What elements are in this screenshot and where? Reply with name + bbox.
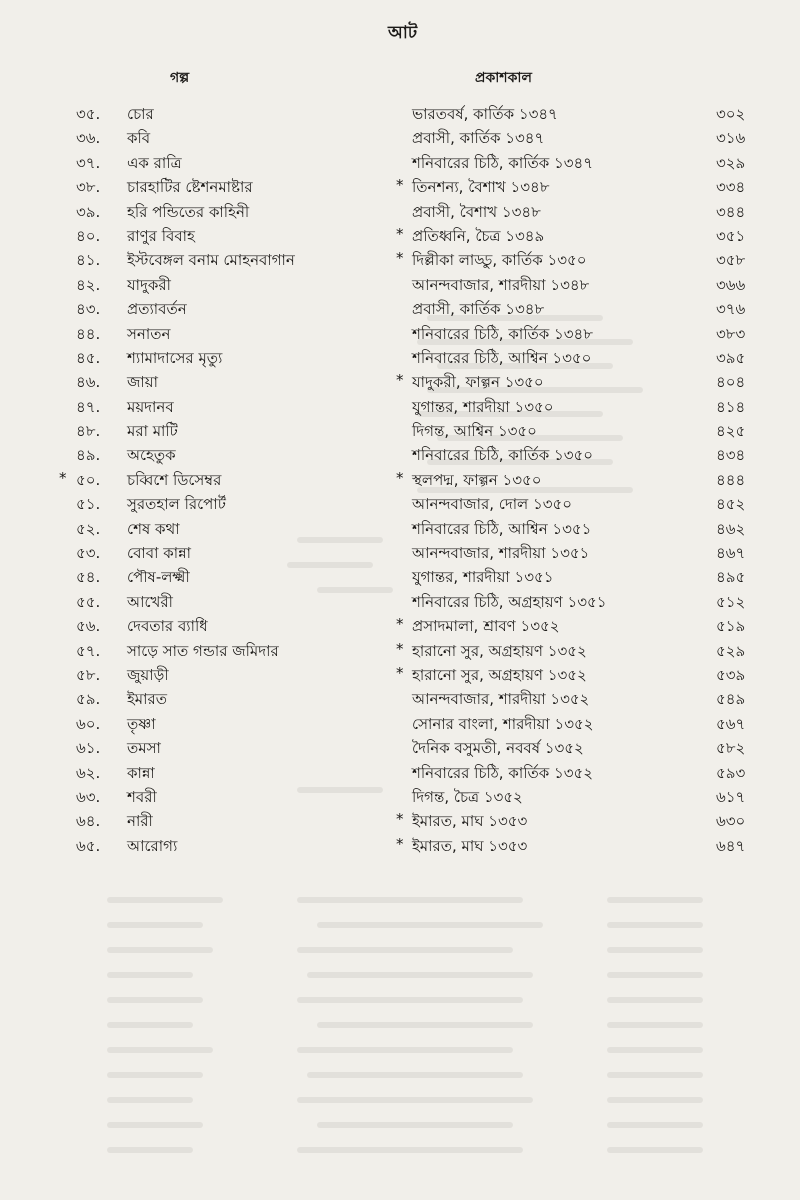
list-item — [0, 493, 800, 517]
entry-number: ৬০. — [76, 714, 101, 733]
page-number: ৫৬৭ — [716, 714, 746, 733]
list-item — [0, 249, 800, 273]
entry-number: ৪৩. — [76, 300, 101, 319]
story-title: শ্যামাদাসের মৃত্যু — [127, 348, 223, 367]
entry-number: ৪২. — [76, 275, 101, 294]
publication-info: তিনশন্য, বৈশাখ ১৩৪৮ — [412, 178, 550, 197]
publication-info: শনিবারের চিঠি, কার্তিক ১৩৪৮ — [412, 324, 593, 343]
story-title: তৃষ্ণা — [127, 714, 156, 733]
list-item — [0, 737, 800, 761]
publication-info: আনন্দবাজার, শারদীয়া ১৩৪৮ — [412, 275, 590, 294]
entry-number: ৩৬. — [76, 129, 101, 148]
entry-number: ৬২. — [76, 763, 101, 782]
entry-number: ৫৪. — [76, 568, 101, 587]
publication-info: হারানো সুর, অগ্রহায়ণ ১৩৫২ — [412, 641, 587, 660]
list-item — [0, 664, 800, 688]
publication-star-mark: * — [396, 663, 404, 682]
page-number: ৩৮৩ — [716, 324, 746, 343]
publication-info: যাদুকরী, ফাল্গন ১৩৫০ — [412, 373, 544, 392]
page-number: ৩৫৮ — [716, 251, 746, 270]
page-number: ৫৩৯ — [716, 665, 746, 684]
story-title: রাণুর বিবাহ — [127, 226, 195, 245]
story-title: অহেতুক — [127, 446, 176, 465]
story-title: চোর — [127, 105, 154, 123]
list-item — [0, 469, 800, 493]
list-item — [0, 225, 800, 249]
contents-list — [0, 103, 800, 859]
story-title: শেষ কথা — [127, 519, 180, 538]
list-item — [0, 615, 800, 639]
page-number: ৩৩৪ — [716, 178, 746, 197]
page-number: ৪৬২ — [716, 519, 746, 538]
page-number: ৩২৯ — [716, 153, 746, 172]
publication-info: শনিবারের চিঠি, কার্তিক ১৩৫২ — [412, 763, 593, 782]
entry-number: ৪৫. — [76, 348, 101, 367]
publication-info: শনিবারের চিঠি, অগ্রহায়ণ ১৩৫১ — [412, 592, 607, 611]
story-title: জুয়াড়ী — [127, 665, 169, 684]
entry-number: ৩৯. — [76, 202, 101, 221]
entry-number: ৫৮. — [76, 665, 101, 684]
entry-number: ৪১. — [76, 251, 101, 270]
story-title: সাড়ে সাত গন্ডার জমিদার — [127, 641, 279, 660]
list-item — [0, 786, 800, 810]
page-number: ৩৯৫ — [716, 348, 746, 367]
entry-number: ৪৮. — [76, 422, 101, 441]
story-title: হরি পন্ডিতের কাহিনী — [127, 202, 250, 221]
publication-info: যুগান্তর, শারদীয়া ১৩৫০ — [412, 397, 554, 416]
page-number: ৩৬৬ — [716, 275, 746, 294]
publication-info: স্থলপদ্ম, ফাল্গন ১৩৫০ — [412, 470, 542, 489]
page-number: ৪১৪ — [716, 397, 746, 416]
page-number: ৩৭৬ — [716, 300, 746, 319]
publication-star-mark: * — [396, 810, 404, 829]
publication-info: যুগান্তর, শারদীয়া ১৩৫১ — [412, 568, 554, 587]
publication-star-mark: * — [396, 249, 404, 268]
story-title: কবি — [127, 129, 151, 148]
page-number: ৩০২ — [716, 105, 746, 123]
page-title: আট — [388, 23, 418, 43]
story-title: ইস্টবেঙ্গল বনাম মোহনবাগান — [127, 251, 295, 270]
story-title: যাদুকরী — [127, 275, 171, 294]
list-item — [0, 640, 800, 664]
list-item — [0, 396, 800, 420]
entry-number: ৫৯. — [76, 690, 101, 709]
list-item — [0, 347, 800, 371]
list-item — [0, 323, 800, 347]
entry-number: ৪৯. — [76, 446, 101, 465]
list-item — [0, 298, 800, 322]
page-number: ৫৯৩ — [716, 763, 746, 782]
list-item — [0, 103, 800, 127]
list-item — [0, 201, 800, 225]
publication-star-mark: * — [396, 639, 404, 658]
story-title: চারহাটির ষ্টেশনমাষ্টার — [127, 178, 253, 197]
publication-star-mark: * — [396, 371, 404, 390]
entry-number: ৫১. — [76, 495, 101, 514]
publication-info: আনন্দবাজার, দোল ১৩৫০ — [412, 495, 572, 514]
publication-info: সোনার বাংলা, শারদীয়া ১৩৫২ — [412, 714, 594, 733]
list-item — [0, 810, 800, 834]
list-item — [0, 127, 800, 151]
page-number: ৫৪৯ — [716, 690, 746, 709]
list-item — [0, 762, 800, 786]
publication-info: শনিবারের চিঠি, কার্তিক ১৩৪৭ — [412, 153, 593, 172]
entry-number: ৪৪. — [76, 324, 101, 343]
list-item — [0, 152, 800, 176]
story-title: মরা মাটি — [127, 422, 178, 441]
entry-number: ৩৮. — [76, 178, 101, 197]
publication-info: ইমারত, মাঘ ১৩৫৩ — [412, 836, 528, 855]
publication-star-mark: * — [396, 834, 404, 853]
page-number: ৬১৭ — [716, 787, 746, 806]
entry-number: ৪৭. — [76, 397, 101, 416]
publication-info: ভারতবর্ষ, কার্তিক ১৩৪৭ — [412, 105, 558, 123]
publication-info: শনিবারের চিঠি, আশ্বিন ১৩৫১ — [412, 519, 592, 538]
column-header-story: গল্প — [170, 70, 190, 86]
list-item — [0, 688, 800, 712]
page-number: ৩১৬ — [716, 129, 746, 148]
column-header-published: প্রকাশকাল — [475, 70, 532, 86]
publication-info: প্রবাসী, বৈশাখ ১৩৪৮ — [412, 202, 541, 221]
page-number: ৪৪৪ — [716, 470, 746, 489]
list-item — [0, 713, 800, 737]
page-number: ৪৩৪ — [716, 446, 746, 465]
publication-info: আনন্দবাজার, শারদীয়া ১৩৫১ — [412, 544, 590, 563]
page-number: ৫৮২ — [716, 739, 746, 758]
publication-star-mark: * — [396, 176, 404, 195]
list-item — [0, 591, 800, 615]
entry-number: ৬৩. — [76, 787, 101, 806]
entry-number: ৫৫. — [76, 592, 101, 611]
page-number: ৪০৪ — [716, 373, 746, 392]
list-item — [0, 542, 800, 566]
story-title: চব্বিশে ডিসেম্বর — [127, 470, 222, 489]
publication-info: প্রবাসী, কার্তিক ১৩৪৮ — [412, 300, 545, 319]
entry-number: ৩৫. — [76, 105, 101, 123]
publication-info: প্রতিধ্বনি, চৈত্র ১৩৪৯ — [412, 226, 545, 245]
story-title: আখেরী — [127, 592, 173, 611]
story-title: পৌষ-লক্ষ্মী — [127, 568, 190, 587]
entry-number: ৩৭. — [76, 153, 101, 172]
publication-info: দিল্লীকা লাড্ডু, কার্তিক ১৩৫০ — [412, 251, 587, 270]
publication-star-mark: * — [396, 615, 404, 634]
publication-info: দিগন্ত, আশ্বিন ১৩৫০ — [412, 422, 537, 441]
entry-number: ৫৩. — [76, 544, 101, 563]
entry-number: ৬৫. — [76, 836, 101, 855]
list-item — [0, 566, 800, 590]
story-title: এক রাত্রি — [127, 153, 182, 172]
page-number: ৪৯৫ — [716, 568, 746, 587]
story-title: সনাতন — [127, 324, 171, 343]
page-number: ৪২৫ — [716, 422, 746, 441]
entry-star-mark: * — [59, 468, 67, 487]
page-number: ৩৪৪ — [716, 202, 746, 221]
list-item — [0, 444, 800, 468]
entry-number: ৬৪. — [76, 812, 101, 831]
list-item — [0, 176, 800, 200]
story-title: ইমারত — [127, 690, 167, 709]
story-title: নারী — [127, 812, 153, 831]
publication-info: দিগন্ত, চৈত্র ১৩৫২ — [412, 787, 523, 806]
page-number: ৫১২ — [716, 592, 746, 611]
publication-info: হারানো সুর, অগ্রহায়ণ ১৩৫২ — [412, 665, 587, 684]
publication-info: শনিবারের চিঠি, কার্তিক ১৩৫০ — [412, 446, 593, 465]
publication-info: প্রবাসী, কার্তিক ১৩৪৭ — [412, 129, 545, 148]
story-title: আরোগ্য — [127, 836, 178, 855]
entry-number: ৫০. — [76, 470, 101, 489]
publication-star-mark: * — [396, 468, 404, 487]
page-number: ৫২৯ — [716, 641, 746, 660]
page-number: ৫১৯ — [716, 617, 746, 636]
entry-number: ৪৬. — [76, 373, 101, 392]
publication-info: ইমারত, মাঘ ১৩৫৩ — [412, 812, 528, 831]
page-number: ৩৫১ — [716, 226, 746, 245]
publication-info: প্রসাদমালা, শ্রাবণ ১৩৫২ — [412, 617, 560, 636]
entry-number: ৫৭. — [76, 641, 101, 660]
list-item — [0, 420, 800, 444]
entry-number: ৫২. — [76, 519, 101, 538]
story-title: কান্না — [127, 763, 155, 782]
entry-number: ৫৬. — [76, 617, 101, 636]
page-number: ৪৫২ — [716, 495, 746, 514]
story-title: তমসা — [127, 739, 161, 758]
publication-info: শনিবারের চিঠি, আশ্বিন ১৩৫০ — [412, 348, 592, 367]
entry-number: ৪০. — [76, 226, 101, 245]
publication-star-mark: * — [396, 224, 404, 243]
story-title: প্রত্যাবর্তন — [127, 300, 187, 319]
page-number: ৪৬৭ — [716, 544, 746, 563]
publication-info: আনন্দবাজার, শারদীয়া ১৩৫২ — [412, 690, 590, 709]
story-title: শবরী — [127, 787, 157, 806]
story-title: বোবা কান্না — [127, 544, 192, 563]
entry-number: ৬১. — [76, 739, 101, 758]
page-number: ৬৪৭ — [716, 836, 746, 855]
page-number: ৬৩০ — [716, 812, 746, 831]
story-title: জায়া — [127, 373, 158, 392]
list-item — [0, 518, 800, 542]
story-title: দেবতার ব্যাধি — [127, 617, 208, 636]
list-item — [0, 371, 800, 395]
story-title: সুরতহাল রিপোর্ট — [127, 495, 226, 514]
publication-info: দৈনিক বসুমতী, নববর্ষ ১৩৫২ — [412, 739, 584, 758]
story-title: ময়দানব — [127, 397, 174, 416]
list-item — [0, 274, 800, 298]
list-item — [0, 835, 800, 859]
